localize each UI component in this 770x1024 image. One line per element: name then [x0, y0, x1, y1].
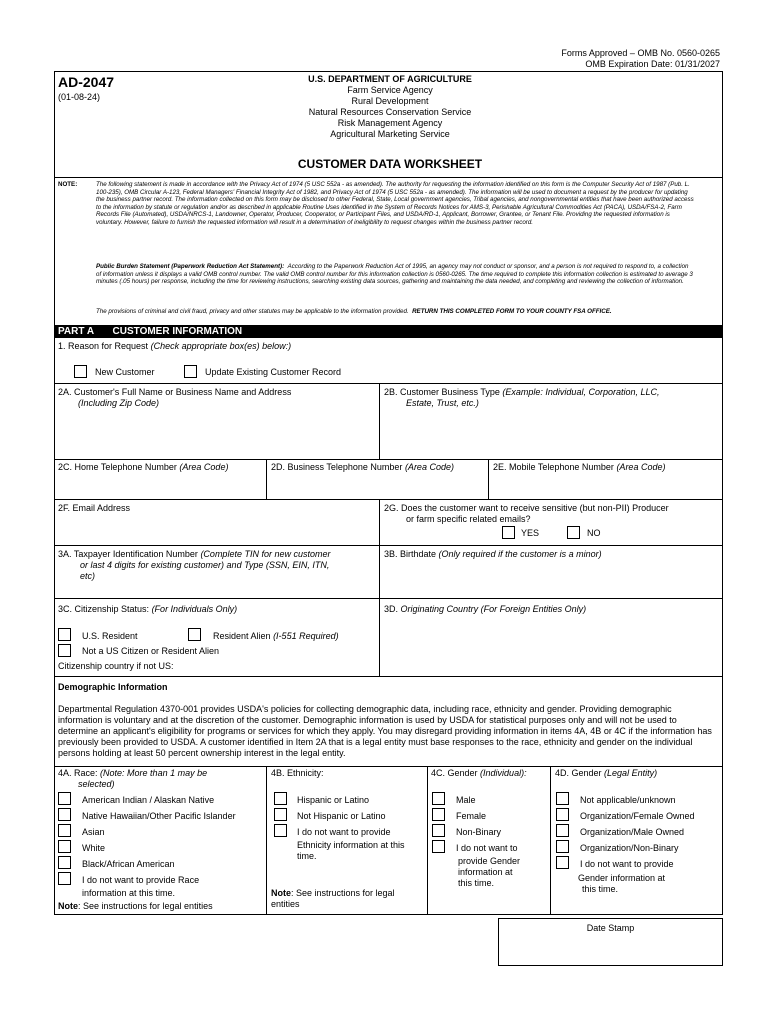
q4a-label [58, 768, 207, 790]
ethnicity-checkbox-1[interactable] [274, 792, 287, 805]
q4b-note [271, 888, 395, 910]
ethnicity-option: Hispanic or Latino [297, 795, 370, 805]
agency-sub: Rural Development [351, 96, 429, 106]
resident-alien-text: Resident Alien [213, 631, 271, 641]
q4b-note-text2: entities [271, 899, 300, 909]
q4c-text: 4C. Gender [431, 768, 478, 778]
gender-option-cont: this time. [458, 878, 495, 888]
resident-alien-label [213, 631, 339, 642]
q2c-hint: (Area Code) [179, 462, 229, 472]
race-option-cont: information at this time. [82, 888, 176, 898]
form-number: AD-2047 [58, 74, 115, 90]
part-a-bar [54, 325, 723, 338]
part-a-label: PART A [58, 326, 94, 337]
emails-no-checkbox[interactable] [567, 526, 580, 539]
q4c-hint: (Individual): [480, 768, 527, 778]
update-record-label: Update Existing Customer Record [205, 367, 342, 377]
race-option: American Indian / Alaskan Native [82, 795, 215, 805]
gender-option-cont: information at [458, 867, 513, 877]
burden-statement [96, 263, 694, 286]
q2a-hint: (Including Zip Code) [78, 398, 160, 408]
entity-gender-option-cont: this time. [582, 884, 619, 894]
agency-name: U.S. DEPARTMENT OF AGRICULTURE [308, 74, 472, 84]
emails-no-label: NO [587, 528, 601, 538]
gender-checkbox-3[interactable] [432, 824, 445, 837]
race-option: Native Hawaiian/Other Pacific Islander [82, 811, 236, 821]
gender-option: Non-Binary [456, 827, 502, 837]
non-citizen-label: Not a US Citizen or Resident Alien [82, 646, 220, 656]
q3a-label[interactable] [58, 549, 378, 582]
q2b-text: 2B. Customer Business Type [384, 387, 500, 397]
q3b-hint: (Only required if the customer is a minor) [438, 549, 602, 559]
q2c-label[interactable] [58, 462, 228, 473]
q1-text: 1. Reason for Request [58, 341, 149, 351]
entity-gender-checkbox-4[interactable] [556, 840, 569, 853]
agency-block [230, 74, 550, 140]
q4a-hint: (Note: More than 1 may be [100, 768, 208, 778]
burden-text: According to the Paperwork Reduction Act of 1995, an agency may not conduct or sponsor, and a person is not required to respond to, a collection of information unless it displays a valid OMB control number. The valid OMB control number for this information collection is 0560-0265. The time required to complete this information collection is estimated to average 3 minutes (.05 hours) per response, including the time for reviewing instructions, searching existing data sources, gathering and maintaining the data needed, and completing and reviewing the collection of information. [96, 263, 693, 286]
q1-label [58, 341, 291, 352]
form-title: CUSTOMER DATA WORKSHEET [297, 157, 483, 171]
date-stamp-box [498, 918, 723, 966]
gender-checkbox-4[interactable] [432, 840, 445, 853]
q4d-label [555, 768, 657, 779]
resident-alien-hint: (I-551 Required) [273, 631, 339, 641]
ethnicity-option-cont: Ethnicity information at this [297, 840, 405, 850]
gender-checkbox-2[interactable] [432, 808, 445, 821]
q3a-hint2: or last 4 digits for existing customer) and Type (SSN, EIN, ITN, [80, 560, 330, 570]
new-customer-label: New Customer [95, 367, 155, 377]
q4d-text: 4D. Gender [555, 768, 602, 778]
entity-gender-checkbox-2[interactable] [556, 808, 569, 821]
race-checkbox-3[interactable] [58, 824, 71, 837]
omb-approval [561, 48, 720, 70]
q2d-label[interactable] [271, 462, 454, 473]
gender-option-cont: provide Gender [458, 856, 521, 866]
q3b-text: 3B. Birthdate [384, 549, 437, 559]
q3a-hint: (Complete TIN for new customer [200, 549, 331, 559]
q4b-label: 4B. Ethnicity: [271, 768, 324, 778]
new-customer-checkbox[interactable] [74, 365, 87, 378]
part-a-title: CUSTOMER INFORMATION [112, 326, 243, 337]
q2b-hint: (Example: Individual, Corporation, LLC, [502, 387, 660, 397]
agency-sub: Agricultural Marketing Service [330, 129, 450, 139]
q4a-note-bold: Note [58, 901, 78, 911]
emails-yes-checkbox[interactable] [502, 526, 515, 539]
q2g-label [384, 503, 669, 525]
q3d-label[interactable] [384, 604, 586, 615]
q2d-text: 2D. Business Telephone Number [271, 462, 403, 472]
demographic-heading: Demographic Information [58, 682, 168, 692]
race-option: I do not want to provide Race [82, 875, 200, 885]
gender-option: Male [456, 795, 476, 805]
q3b-label[interactable] [384, 549, 602, 560]
q2g-text2: or farm specific related emails? [406, 514, 531, 524]
q3a-hint3: etc) [80, 571, 96, 581]
entity-gender-option-cont: Gender information at [578, 873, 666, 883]
q4a-hint2: selected) [78, 779, 115, 789]
q2e-label[interactable] [493, 462, 665, 473]
ethnicity-checkbox-2[interactable] [274, 808, 287, 821]
race-checkbox-6[interactable] [58, 872, 71, 885]
entity-gender-option: Not applicable/unknown [580, 795, 676, 805]
q2e-text: 2E. Mobile Telephone Number [493, 462, 614, 472]
q2c-text: 2C. Home Telephone Number [58, 462, 177, 472]
emails-yes-label: YES [521, 528, 540, 538]
entity-gender-option: Organization/Male Owned [580, 827, 685, 837]
race-option: White [82, 843, 106, 853]
race-checkbox-2[interactable] [58, 808, 71, 821]
q4a-text: 4A. Race: [58, 768, 98, 778]
q4c-label [431, 768, 527, 779]
burden-label: Public Burden Statement (Paperwork Reduction Act Statement): [96, 263, 285, 270]
race-checkbox-5[interactable] [58, 856, 71, 869]
fraud-statement [96, 308, 694, 316]
race-checkbox-4[interactable] [58, 840, 71, 853]
privacy-statement [96, 181, 694, 227]
return-text: RETURN THIS COMPLETED FORM TO YOUR COUNTY FSA OFFICE. [412, 308, 612, 315]
gender-option: I do not want to [456, 843, 518, 853]
q3d-text: 3D. [384, 604, 399, 614]
gender-option: Female [456, 811, 487, 821]
date-stamp-label: Date Stamp [586, 923, 635, 933]
q1-hint: (Check appropriate box(es) below:) [150, 341, 292, 351]
q4b-note-text: : See instructions for legal [291, 888, 395, 898]
q4a-note-text: : See instructions for legal entities [78, 901, 213, 911]
update-record-checkbox[interactable] [184, 365, 197, 378]
q2a-label[interactable] [58, 387, 291, 409]
q3a-text: 3A. Taxpayer Identification Number [58, 549, 198, 559]
ethnicity-option: I do not want to provide [297, 827, 391, 837]
fraud-text: The provisions of criminal and civil fraud, privacy and other statutes may be applicable to the information provided. [96, 308, 409, 315]
race-checkbox-1[interactable] [58, 792, 71, 805]
q4b-note-bold: Note [271, 888, 291, 898]
citizenship-country-label[interactable]: Citizenship country if not US: [58, 661, 174, 671]
note-label: NOTE: [58, 181, 78, 188]
q3c-label [58, 604, 237, 615]
entity-gender-option: Organization/Female Owned [580, 811, 695, 821]
entity-gender-checkbox-1[interactable] [556, 792, 569, 805]
q2a-text: 2A. Customer's Full Name or Business Name and Address [58, 387, 292, 397]
ethnicity-option-cont: time. [297, 851, 317, 861]
q2e-hint: (Area Code) [616, 462, 666, 472]
q4d-hint: (Legal Entity) [604, 768, 658, 778]
resident-alien-checkbox[interactable] [188, 628, 201, 641]
demographic-body: Departmental Regulation 4370-001 provides USDA's policies for collecting demographic data, including race, ethnicity and gender. Providing demographic information is voluntary and at the discretion of the customer. Demographic information is used by USDA for statistical purposes only and will not be used to determine an applicant's eligibility for programs or services for which they apply. You may disregard providing information in items 4A, 4B or 4C if the information has previously been provided to USDA. A customer identified in Item 2A that is a legal entity must base responses to the race, ethnicity and gender on the individual persons holding at least 50 percent ownership interest in the legal entity. [58, 704, 712, 758]
entity-gender-option: Organization/Non-Binary [580, 843, 679, 853]
non-citizen-checkbox[interactable] [58, 644, 71, 657]
q2b-hint2: Estate, Trust, etc.) [406, 398, 479, 408]
race-option: Black/African American [82, 859, 175, 869]
entity-gender-checkbox-5[interactable] [556, 856, 569, 869]
q2d-hint: (Area Code) [404, 462, 454, 472]
us-resident-label: U.S. Resident [82, 631, 138, 641]
q3c-hint: (For Individuals Only) [151, 604, 238, 614]
entity-gender-checkbox-3[interactable] [556, 824, 569, 837]
agency-sub: Natural Resources Conservation Service [308, 107, 472, 117]
omb-expiration: OMB Expiration Date: 01/31/2027 [585, 59, 720, 69]
q4a-note [58, 901, 213, 912]
q2g-text: 2G. Does the customer want to receive sensitive (but non-PII) Producer [384, 503, 669, 513]
privacy-text: The following statement is made in accordance with the Privacy Act of 1974 (5 USC 552a - as amended). The authority for requesting the information identified on this form is the Computer Security Act of 1987 (Pub. L. 100-235), OMB Circular A-123, Federal Managers' Financial Integrity Act of 1982, and Privacy Act of 1974 (5 USC 552a - as amended). The information will be used to document a request by the producer for updating the business partner record. The information collected on this form may be disclosed to other Federal, State, Local government agencies, Tribal agencies, and nongovernmental entities that have been authorized access to the information by statute or regulation and/or as described in applicable Routine Uses identified in the System of Records Notices for AMS-3, Perishable Agricultural Commodities Act (PACA), USDA/FSA-2, Farm Records File (Automated), USDA/NRCS-1, Landowner, Operator, Producer, Cooperator, or Participant Files, and USDA/RD-1, Applicant, Borrower, Grantee, or Tenant File. Providing the requested information is voluntary. However, failure to furnish the requested information will result in a determination of ineligibility to request changes within the business partner record. [96, 181, 694, 226]
us-resident-checkbox[interactable] [58, 628, 71, 641]
omb-number: Forms Approved – OMB No. 0560-0265 [561, 48, 720, 58]
agency-sub: Farm Service Agency [347, 85, 433, 95]
ethnicity-checkbox-3[interactable] [274, 824, 287, 837]
ethnicity-option: Not Hispanic or Latino [297, 811, 386, 821]
form-date: (01-08-24) [58, 92, 101, 102]
entity-gender-option: I do not want to provide [580, 859, 674, 869]
q2b-label[interactable] [384, 387, 659, 409]
agency-sub: Risk Management Agency [337, 118, 443, 128]
q3c-text: 3C. Citizenship Status: [58, 604, 150, 614]
q3d-hint: Originating Country (For Foreign Entities Only) [400, 604, 587, 614]
q2f-label[interactable]: 2F. Email Address [58, 503, 131, 513]
gender-checkbox-1[interactable] [432, 792, 445, 805]
race-option: Asian [82, 827, 105, 837]
